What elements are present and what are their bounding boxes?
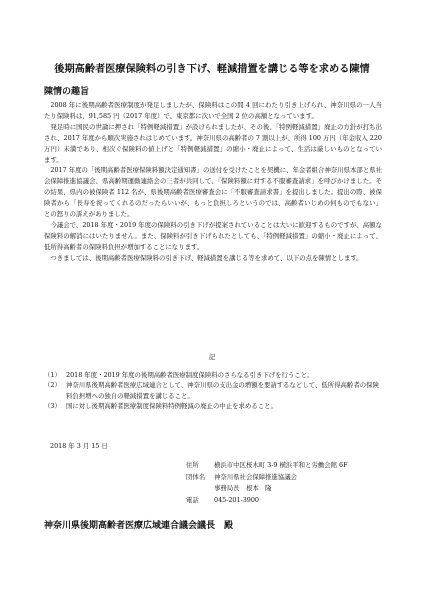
sender-org: 神奈川県社会保障推進協議会 [214, 472, 298, 481]
item-text: 国に対し後期高齢者医療制度保険料特例軽減の廃止の中止を求めること。 [66, 402, 277, 411]
sender-rep-row [186, 483, 376, 495]
list-item [44, 370, 382, 380]
item-text: 2018 年度・2019 年度の後期高齢者医療制度保険料のさらなる引き下げを行うこと。 [66, 371, 314, 379]
recipient: 神奈川県後期高齢者医療広域連合議会議長 殿 [44, 521, 234, 531]
list-item [44, 380, 382, 401]
sender-phone: 045-201-3900 [214, 495, 259, 504]
petition-body [44, 100, 382, 264]
sender-phone-row [186, 495, 376, 507]
item-number: （3） [44, 402, 61, 411]
paragraph: 2008 年に後期高齢者医療制度が発足しましたが、保険料はこの間 4 回にわたり引き上げられ、神奈川県の一人当たり保険料は、91,585 円（2017 年度）で、東京都に次いで全国 2 位の高額となっています。 [44, 101, 382, 120]
sender-address-row [186, 460, 376, 472]
item-text: 神奈川県後期高齢者医療広域連合として、神奈川県の支出金の増額を要請するなどして、低所得高齢者の保険料負担増への独自の軽減措置を講じること。 [66, 381, 379, 400]
sender-org-row [186, 472, 376, 484]
item-number: （2） [44, 381, 61, 390]
request-list [44, 370, 382, 412]
sender-representative: 事務局長 根本 隆 [214, 484, 272, 493]
org-label: 団体名 [186, 472, 206, 481]
item-number: （1） [44, 371, 61, 379]
ki-label: 記 [208, 353, 216, 361]
address-label: 住所 [186, 461, 199, 469]
sender-address: 横浜市中区桜木町 3-9 横浜平和と労働会館 6F [214, 461, 348, 469]
phone-label: 電話 [186, 495, 199, 504]
document-date: 2018 年 3 月 15 日 [50, 442, 108, 450]
document-title: 後期高齢者医療保険料の引き下げ、軽減措置を講じる等を求める陳情 [54, 64, 370, 75]
paragraph: 今議会で、2018 年度・2019 年度の保険料の引き下げが提案されていることは大いに歓迎するものですが、高額な保険料の解消にはいたりません。また、保険料が引き下げられたとしても、「特例軽減措置」の縮小・廃止によって、低所得高齢者の保険料負担が増加することになります。 [44, 220, 382, 251]
paragraph: 2017 年度の「後期高齢者医療保険料額決定通知書」の送付を受けたことを契機に、年金者組合神奈川県本部と県社会保障推進協議会、県高齢期運動連絡会の三者が共同して、「保険料額に対する不服審査請求」を呼びかけました。その結果、県内の被保険者 112 名が、県後期高齢者医療審査会に「不服審査請求書」を提出しました。提出の際、被保険者から「長寿を祝ってくれるのだったらいいが、もっと負担しろというのでは、高齢者いじめの何ものでもない」との怒りの訴えがありました。 [44, 166, 382, 219]
paragraph: つきましては、後期高齢者医療保険料の引き下げ、軽減措置を講じる等を求めて、以下の点を陳情とします。 [50, 253, 363, 262]
sender-block [186, 460, 376, 506]
section-heading: 陳情の趣旨 [44, 87, 90, 97]
list-item [44, 401, 382, 411]
paragraph: 発足時に国民の世論に押され「特例軽減措置」が設けられましたが、その後、「特例軽減措置」廃止の方針が打ち出され、2017 年度から順次実施されはじめています。神奈川県の高齢者の 7 割以上が、所得 100 万円（年金収入 220 万円）未満であり、相次ぐ保険料の値上げと「特例軽減措置」の縮小・廃止によって、生活は厳しいものとなっています。 [44, 122, 382, 164]
